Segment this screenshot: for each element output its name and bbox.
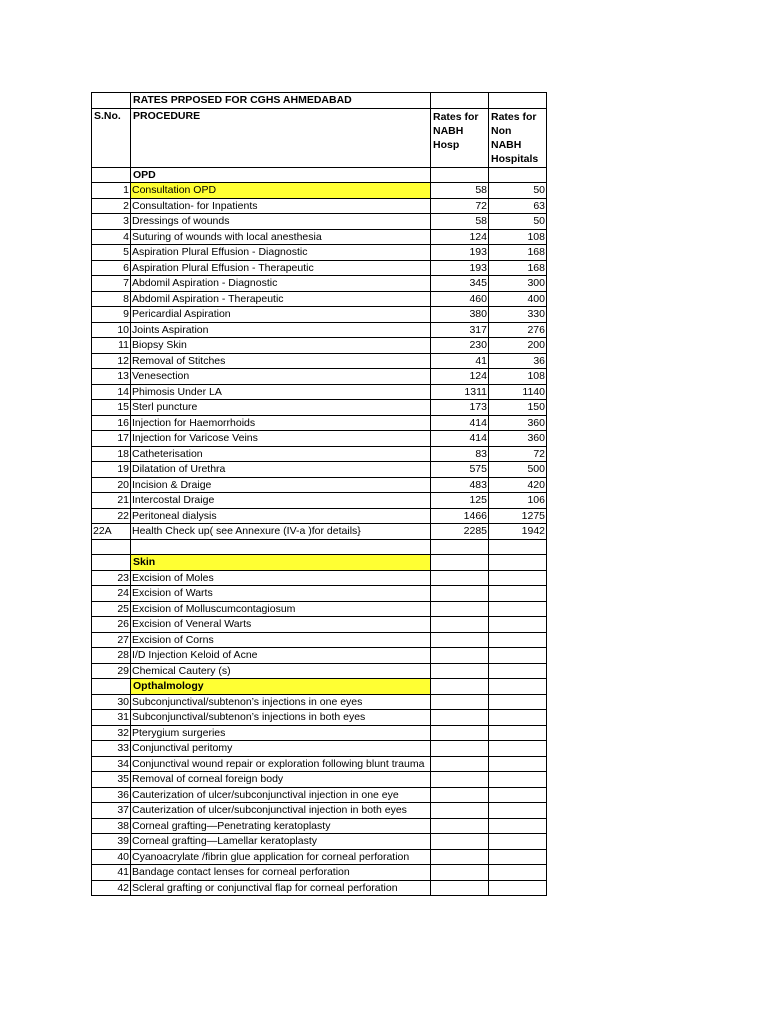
nabh-rate-cell: 193 (431, 245, 489, 261)
nabh-rate-cell: 83 (431, 446, 489, 462)
non-nabh-rate-cell (489, 865, 547, 881)
nabh-rate-cell: 124 (431, 229, 489, 245)
title-sno-cell (92, 93, 131, 109)
nabh-rate-cell (431, 570, 489, 586)
procedure-cell: Excision of Molluscumcontagiosum (131, 601, 431, 617)
nabh-rate-cell: 460 (431, 291, 489, 307)
sno-cell: 5 (92, 245, 131, 261)
spacer-cell (131, 539, 431, 555)
non-nabh-rate-cell: 420 (489, 477, 547, 493)
nabh-rate-cell: 483 (431, 477, 489, 493)
table-row (92, 183, 547, 199)
sno-cell: 27 (92, 632, 131, 648)
non-nabh-rate-cell (489, 632, 547, 648)
non-nabh-rate-cell: 50 (489, 183, 547, 199)
table-row (92, 214, 547, 230)
sno-cell: 15 (92, 400, 131, 416)
non-nabh-rate-cell (489, 601, 547, 617)
sno-cell: 8 (92, 291, 131, 307)
table-row (92, 632, 547, 648)
table-row (92, 446, 547, 462)
table-row (92, 756, 547, 772)
non-nabh-rate-cell: 72 (489, 446, 547, 462)
non-nabh-rate-cell (489, 586, 547, 602)
procedure-cell: Corneal grafting—Penetrating keratoplasty (131, 818, 431, 834)
non-nabh-rate-cell: 50 (489, 214, 547, 230)
spacer-cell (431, 539, 489, 555)
table-row (92, 849, 547, 865)
procedure-cell: Pterygium surgeries (131, 725, 431, 741)
sno-cell: 24 (92, 586, 131, 602)
table-row (92, 710, 547, 726)
procedure-cell: Injection for Varicose Veins (131, 431, 431, 447)
nabh-rate-cell (431, 756, 489, 772)
procedure-cell: Consultation OPD (131, 183, 431, 199)
non-nabh-rate-cell: 500 (489, 462, 547, 478)
procedure-cell: Consultation- for Inpatients (131, 198, 431, 214)
section-opth-sno (92, 679, 131, 695)
non-nabh-rate-cell: 300 (489, 276, 547, 292)
nabh-rate-cell: 125 (431, 493, 489, 509)
header-sno: S.No. (92, 108, 131, 167)
procedure-cell: Corneal grafting—Lamellar keratoplasty (131, 834, 431, 850)
header-non-nabh: Rates for Non NABH Hospitals (489, 108, 547, 167)
procedure-cell: Bandage contact lenses for corneal perforation (131, 865, 431, 881)
nabh-rate-cell: 58 (431, 214, 489, 230)
non-nabh-rate-cell (489, 710, 547, 726)
procedure-cell: Aspiration Plural Effusion - Diagnostic (131, 245, 431, 261)
procedure-cell: Intercostal Draige (131, 493, 431, 509)
nabh-rate-cell: 173 (431, 400, 489, 416)
table-row (92, 694, 547, 710)
sno-cell: 31 (92, 710, 131, 726)
sno-cell: 19 (92, 462, 131, 478)
procedure-cell: Subconjunctival/subtenon’s injections in one eyes (131, 694, 431, 710)
rates-table (91, 92, 547, 896)
procedure-cell: Conjunctival peritomy (131, 741, 431, 757)
sno-cell: 2 (92, 198, 131, 214)
procedure-cell: Cauterization of ulcer/subconjunctival injection in both eyes (131, 803, 431, 819)
nabh-rate-cell (431, 803, 489, 819)
sno-cell: 16 (92, 415, 131, 431)
table-row (92, 586, 547, 602)
nabh-rate-cell (431, 694, 489, 710)
table-row (92, 524, 547, 540)
sno-cell: 40 (92, 849, 131, 865)
table-row (92, 400, 547, 416)
procedure-cell: Excision of Veneral Warts (131, 617, 431, 633)
sno-cell: 22A (92, 524, 131, 540)
sno-cell: 37 (92, 803, 131, 819)
sno-cell: 17 (92, 431, 131, 447)
nabh-rate-cell (431, 741, 489, 757)
sno-cell: 23 (92, 570, 131, 586)
table-row (92, 353, 547, 369)
table-row (92, 322, 547, 338)
non-nabh-rate-cell (489, 617, 547, 633)
nabh-rate-cell: 41 (431, 353, 489, 369)
sno-cell: 1 (92, 183, 131, 199)
non-nabh-rate-cell (489, 741, 547, 757)
non-nabh-rate-cell: 400 (489, 291, 547, 307)
table-row (92, 431, 547, 447)
procedure-cell: Phimosis Under LA (131, 384, 431, 400)
procedure-cell: Excision of Corns (131, 632, 431, 648)
nabh-rate-cell: 575 (431, 462, 489, 478)
procedure-cell: Biopsy Skin (131, 338, 431, 354)
non-nabh-rate-cell: 63 (489, 198, 547, 214)
procedure-cell: Aspiration Plural Effusion - Therapeutic (131, 260, 431, 276)
table-row (92, 865, 547, 881)
non-nabh-rate-cell: 200 (489, 338, 547, 354)
procedure-cell: I/D Injection Keloid of Acne (131, 648, 431, 664)
section-skin-nabh (431, 555, 489, 571)
sno-cell: 20 (92, 477, 131, 493)
table-row (92, 648, 547, 664)
procedure-cell: Peritoneal dialysis (131, 508, 431, 524)
non-nabh-rate-cell (489, 787, 547, 803)
procedure-cell: Abdomil Aspiration - Diagnostic (131, 276, 431, 292)
non-nabh-rate-cell (489, 834, 547, 850)
procedure-cell: Subconjunctival/subtenon’s injections in both eyes (131, 710, 431, 726)
procedure-cell: Excision of Warts (131, 586, 431, 602)
table-row (92, 617, 547, 633)
sno-cell: 41 (92, 865, 131, 881)
procedure-cell: Joints Aspiration (131, 322, 431, 338)
sno-cell: 9 (92, 307, 131, 323)
section-opthalmology-row (92, 679, 547, 695)
sno-cell: 7 (92, 276, 131, 292)
nabh-rate-cell (431, 617, 489, 633)
section-skin-row (92, 555, 547, 571)
nabh-rate-cell (431, 586, 489, 602)
procedure-cell: Pericardial Aspiration (131, 307, 431, 323)
table-row (92, 508, 547, 524)
nabh-rate-cell: 1311 (431, 384, 489, 400)
nabh-rate-cell (431, 834, 489, 850)
nabh-rate-cell (431, 601, 489, 617)
nabh-rate-cell: 124 (431, 369, 489, 385)
procedure-cell: Cauterization of ulcer/subconjunctival injection in one eye (131, 787, 431, 803)
non-nabh-rate-cell (489, 570, 547, 586)
section-opth-non-nabh (489, 679, 547, 695)
header-procedure: PROCEDURE (131, 108, 431, 167)
spacer-row (92, 539, 547, 555)
table-row (92, 880, 547, 896)
sno-cell: 34 (92, 756, 131, 772)
nabh-rate-cell (431, 865, 489, 881)
non-nabh-rate-cell: 108 (489, 229, 547, 245)
table-row (92, 725, 547, 741)
non-nabh-rate-cell: 150 (489, 400, 547, 416)
section-opd-non-nabh (489, 167, 547, 183)
procedure-cell: Catheterisation (131, 446, 431, 462)
nabh-rate-cell (431, 849, 489, 865)
non-nabh-rate-cell (489, 803, 547, 819)
table-row (92, 787, 547, 803)
sno-cell: 13 (92, 369, 131, 385)
non-nabh-rate-cell: 108 (489, 369, 547, 385)
section-opd-row (92, 167, 547, 183)
nabh-rate-cell: 2285 (431, 524, 489, 540)
title-row (92, 93, 547, 109)
non-nabh-rate-cell (489, 818, 547, 834)
procedure-cell: Excision of Moles (131, 570, 431, 586)
sno-cell: 35 (92, 772, 131, 788)
sno-cell: 38 (92, 818, 131, 834)
table-row (92, 462, 547, 478)
procedure-cell: Venesection (131, 369, 431, 385)
sno-cell: 29 (92, 663, 131, 679)
table-row (92, 369, 547, 385)
sno-cell: 32 (92, 725, 131, 741)
procedure-cell: Injection for Haemorrhoids (131, 415, 431, 431)
table-row (92, 338, 547, 354)
nabh-rate-cell: 1466 (431, 508, 489, 524)
title-non-nabh-cell (489, 93, 547, 109)
non-nabh-rate-cell: 36 (489, 353, 547, 369)
table-row (92, 477, 547, 493)
table-row (92, 415, 547, 431)
non-nabh-rate-cell: 168 (489, 260, 547, 276)
table-row (92, 818, 547, 834)
non-nabh-rate-cell (489, 756, 547, 772)
section-skin-sno (92, 555, 131, 571)
rates-table-body (92, 93, 547, 896)
table-row (92, 276, 547, 292)
table-row (92, 803, 547, 819)
table-row (92, 493, 547, 509)
sno-cell: 25 (92, 601, 131, 617)
non-nabh-rate-cell: 1275 (489, 508, 547, 524)
nabh-rate-cell: 230 (431, 338, 489, 354)
section-opd-nabh (431, 167, 489, 183)
section-skin-label: Skin (131, 555, 431, 571)
non-nabh-rate-cell: 276 (489, 322, 547, 338)
procedure-cell: Health Check up( see Annexure (IV-a )for details} (131, 524, 431, 540)
table-title: RATES PRPOSED FOR CGHS AHMEDABAD (131, 93, 431, 109)
nabh-rate-cell: 317 (431, 322, 489, 338)
spacer-cell (92, 539, 131, 555)
nabh-rate-cell: 58 (431, 183, 489, 199)
table-row (92, 260, 547, 276)
table-row (92, 834, 547, 850)
non-nabh-rate-cell: 330 (489, 307, 547, 323)
nabh-rate-cell (431, 772, 489, 788)
non-nabh-rate-cell (489, 880, 547, 896)
section-opd-sno (92, 167, 131, 183)
procedure-cell: Removal of corneal foreign body (131, 772, 431, 788)
header-row (92, 108, 547, 167)
non-nabh-rate-cell: 1140 (489, 384, 547, 400)
header-nabh: Rates for NABH Hosp (431, 108, 489, 167)
section-opth-nabh (431, 679, 489, 695)
procedure-cell: Scleral grafting or conjunctival flap for corneal perforation (131, 880, 431, 896)
sno-cell: 42 (92, 880, 131, 896)
table-row (92, 601, 547, 617)
non-nabh-rate-cell: 106 (489, 493, 547, 509)
table-row (92, 663, 547, 679)
non-nabh-rate-cell (489, 694, 547, 710)
sno-cell: 21 (92, 493, 131, 509)
nabh-rate-cell (431, 880, 489, 896)
procedure-cell: Abdomil Aspiration - Therapeutic (131, 291, 431, 307)
nabh-rate-cell: 193 (431, 260, 489, 276)
sno-cell: 6 (92, 260, 131, 276)
non-nabh-rate-cell (489, 772, 547, 788)
sno-cell: 14 (92, 384, 131, 400)
non-nabh-rate-cell (489, 663, 547, 679)
non-nabh-rate-cell (489, 648, 547, 664)
table-row (92, 291, 547, 307)
sno-cell: 28 (92, 648, 131, 664)
table-row (92, 307, 547, 323)
sno-cell: 22 (92, 508, 131, 524)
sno-cell: 18 (92, 446, 131, 462)
nabh-rate-cell: 345 (431, 276, 489, 292)
procedure-cell: Chemical Cautery (s) (131, 663, 431, 679)
procedure-cell: Suturing of wounds with local anesthesia (131, 229, 431, 245)
table-row (92, 245, 547, 261)
sno-cell: 36 (92, 787, 131, 803)
procedure-cell: Sterl puncture (131, 400, 431, 416)
section-skin-non-nabh (489, 555, 547, 571)
table-row (92, 772, 547, 788)
sno-cell: 26 (92, 617, 131, 633)
nabh-rate-cell (431, 632, 489, 648)
sno-cell: 33 (92, 741, 131, 757)
sno-cell: 39 (92, 834, 131, 850)
procedure-cell: Dilatation of Urethra (131, 462, 431, 478)
non-nabh-rate-cell: 1942 (489, 524, 547, 540)
table-row (92, 229, 547, 245)
sno-cell: 12 (92, 353, 131, 369)
nabh-rate-cell: 414 (431, 431, 489, 447)
sno-cell: 10 (92, 322, 131, 338)
nabh-rate-cell (431, 663, 489, 679)
nabh-rate-cell (431, 710, 489, 726)
nabh-rate-cell (431, 725, 489, 741)
sno-cell: 3 (92, 214, 131, 230)
sno-cell: 11 (92, 338, 131, 354)
non-nabh-rate-cell: 360 (489, 415, 547, 431)
nabh-rate-cell (431, 787, 489, 803)
table-row (92, 384, 547, 400)
sno-cell: 4 (92, 229, 131, 245)
table-row (92, 570, 547, 586)
nabh-rate-cell: 380 (431, 307, 489, 323)
nabh-rate-cell: 72 (431, 198, 489, 214)
section-opth-label: Opthalmology (131, 679, 431, 695)
sno-cell: 30 (92, 694, 131, 710)
nabh-rate-cell: 414 (431, 415, 489, 431)
title-nabh-cell (431, 93, 489, 109)
non-nabh-rate-cell (489, 849, 547, 865)
spacer-cell (489, 539, 547, 555)
procedure-cell: Cyanoacrylate /fibrin glue application for corneal perforation (131, 849, 431, 865)
procedure-cell: Removal of Stitches (131, 353, 431, 369)
non-nabh-rate-cell: 360 (489, 431, 547, 447)
procedure-cell: Incision & Draige (131, 477, 431, 493)
non-nabh-rate-cell: 168 (489, 245, 547, 261)
nabh-rate-cell (431, 648, 489, 664)
table-row (92, 741, 547, 757)
section-opd-label: OPD (131, 167, 431, 183)
procedure-cell: Dressings of wounds (131, 214, 431, 230)
table-row (92, 198, 547, 214)
procedure-cell: Conjunctival wound repair or exploration following blunt trauma (131, 756, 431, 772)
non-nabh-rate-cell (489, 725, 547, 741)
nabh-rate-cell (431, 818, 489, 834)
